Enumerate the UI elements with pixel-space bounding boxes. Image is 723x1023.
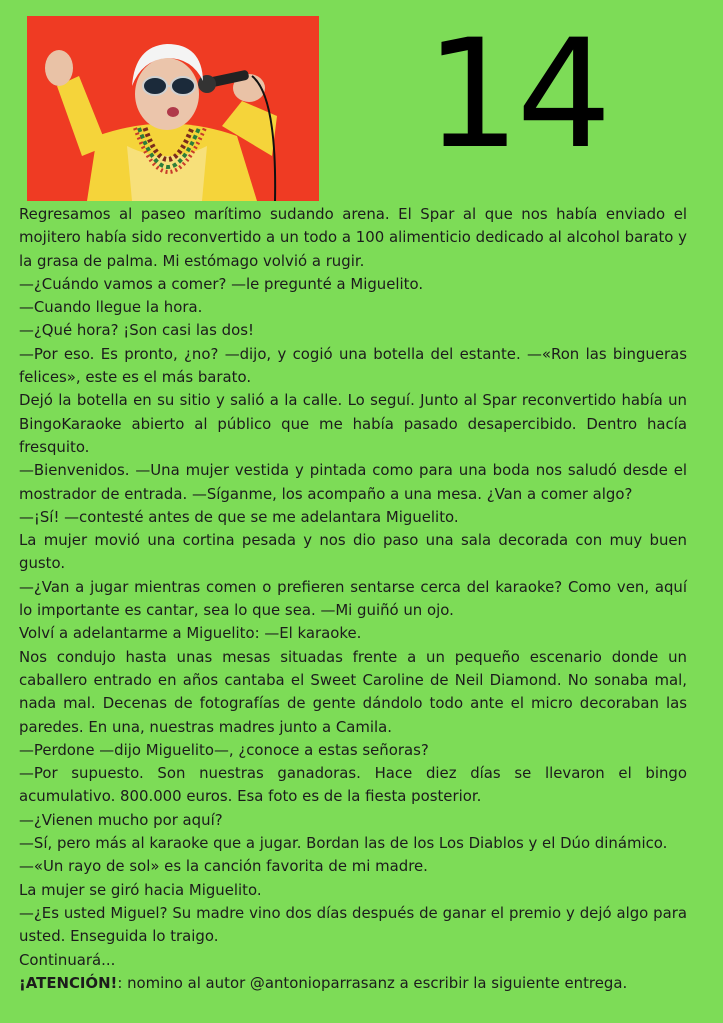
story-paragraph: —Cuando llegue la hora. <box>19 298 203 317</box>
story-text <box>19 203 687 995</box>
story-paragraph: —Bienvenidos. —Una mujer vestida y pintada como para una boda nos saludó desde el mostrador de entrada. —Síganme, los acompaño a una mesa. ¿Van a comer algo? <box>19 461 687 503</box>
story-paragraph: Volví a adelantarme a Miguelito: —El karaoke. <box>19 624 362 643</box>
story-paragraph: —¿Qué hora? ¡Son casi las dos! <box>19 321 254 340</box>
story-paragraph: —Sí, pero más al karaoke que a jugar. Bordan las de los Los Diablos y el Dúo dinámico. <box>19 834 668 853</box>
story-paragraph: Regresamos al paseo marítimo sudando arena. El Spar al que nos había enviado el mojitero había sido reconvertido a un todo a 100 alimenticio dedicado al alcohol barato y la grasa de palma. Mi estómago volvió a rugir. <box>19 205 687 270</box>
story-paragraph: —¡Sí! —contesté antes de que se me adelantara Miguelito. <box>19 507 459 526</box>
attention-note <box>19 972 687 995</box>
story-paragraph: Nos condujo hasta unas mesas situadas frente a un pequeño escenario donde un caballero entrado en años cantaba el Sweet Caroline de Neil Diamond. No sonaba mal, nada mal. Decenas de fotografías de gente dándolo todo ante el micro decoraban las paredes. En una, nuestras madres junto a Camila. <box>19 647 687 736</box>
story-paragraph: —Perdone —dijo Miguelito—, ¿conoce a estas señoras? <box>19 740 429 759</box>
story-paragraph: —Por supuesto. Son nuestras ganadoras. Hace diez días se llevaron el bingo acumulativo. 800.000 euros. Esa foto es de la fiesta posterior. <box>19 764 687 806</box>
story-paragraph: La mujer movió una cortina pesada y nos dio paso una sala decorada con muy buen gusto. <box>19 531 687 573</box>
senior-woman-singing-karaoke-image <box>27 16 319 201</box>
attention-label: ¡ATENCIÓN! <box>19 973 118 992</box>
story-paragraph: —¿Van a jugar mientras comen o prefieren sentarse cerca del karaoke? Como ven, aquí lo importante es cantar, sea lo que sea. —Mi guiñó un ojo. <box>19 577 687 620</box>
story-paragraph: —¿Vienen mucho por aquí? <box>19 810 223 829</box>
attention-text: : nomino al autor @antonioparrasanz a escribir la siguiente entrega. <box>117 973 628 992</box>
story-paragraph: —¿Es usted Miguel? Su madre vino dos días después de ganar el premio y dejó algo para usted. Enseguida lo traigo. <box>19 903 687 946</box>
story-paragraph: Continuará... <box>19 950 116 969</box>
story-paragraph: —Por eso. Es pronto, ¿no? —dijo, y cogió una botella del estante. —«Ron las bingueras felices», este es el más barato. <box>19 344 687 387</box>
story-paragraph: —«Un rayo de sol» es la canción favorita de mi madre. <box>19 857 428 876</box>
chapter-number: 14 <box>425 8 608 182</box>
story-paragraph: Dejó la botella en su sitio y salió a la calle. Lo seguí. Junto al Spar reconvertido había un BingoKaraoke abierto al público que me había pasado desapercibido. Dentro hacía fresquito. <box>19 391 687 456</box>
story-paragraph: La mujer se giró hacia Miguelito. <box>19 880 262 899</box>
story-paragraph: —¿Cuándo vamos a comer? —le pregunté a Miguelito. <box>19 274 424 293</box>
